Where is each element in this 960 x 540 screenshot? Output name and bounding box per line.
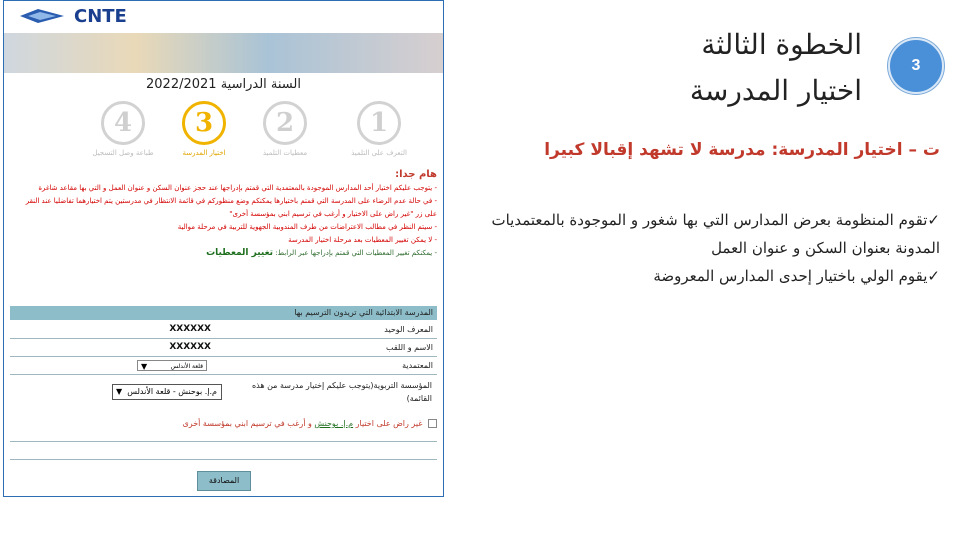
step-label: اختيار المدرسة xyxy=(182,149,226,157)
step-number: 3 xyxy=(182,101,226,145)
step-label: طباعة وصل التسجيل xyxy=(92,149,154,157)
checkbox-tail: و أرغب في ترسيم ابني بمؤسسة أخرى xyxy=(182,419,312,428)
subheading-prefix: ت – اختيار المدرسة: xyxy=(771,140,940,160)
school-year: السنة الدراسية 2022/2021 xyxy=(146,77,301,92)
id-value: XXXXXX xyxy=(169,324,211,334)
site-header xyxy=(4,1,443,33)
step-number: 4 xyxy=(101,101,145,145)
slide-title xyxy=(690,22,862,114)
notice-line: - يتوجب عليكم اختيار أحد المدارس الموجودة بالمعتمدية التي قمتم بإدراجها عند حجز عنوان السكن و عنوان العمل و التي بها مقاعد شاغرة xyxy=(38,184,437,192)
step-4 xyxy=(78,101,168,157)
step-number: 1 xyxy=(357,101,401,145)
bullet-item: ✓يقوم الولي باختيار إحدى المدارس المعروضة xyxy=(653,267,940,285)
change-text: - يمكنكم تغيير المعطيات التي قمتم بإدراجها عبر الرابط: xyxy=(275,249,437,257)
checkbox-text: غير راض على اختيار xyxy=(355,419,423,428)
name-value: XXXXXX xyxy=(169,342,211,352)
step-3-active xyxy=(159,101,249,157)
notice-title: هام جدا: xyxy=(395,169,437,180)
title-line-1: الخطوة الثالثة xyxy=(701,28,862,61)
step-label: التعرف على التلميذ xyxy=(351,149,407,157)
form-header: المدرسة الابتدائية التي تريدون الترسيم بها xyxy=(10,306,437,320)
not-satisfied-checkbox[interactable] xyxy=(428,419,437,428)
notice-line: - لا يمكن تغيير المعطيات بعد مرحلة اختيار المدرسة xyxy=(288,236,437,244)
name-row xyxy=(10,340,437,357)
slide-subheading xyxy=(544,140,940,160)
not-satisfied-row xyxy=(10,419,437,428)
bullet-item-continuation: المدونة بعنوان السكن و عنوان العمل xyxy=(711,239,940,257)
delegation-label: المعتمدية xyxy=(402,361,433,370)
header-banner-image xyxy=(4,33,443,73)
institution-select[interactable] xyxy=(112,384,222,400)
delegation-select[interactable] xyxy=(137,360,207,371)
bullet-list xyxy=(450,206,940,290)
important-notice xyxy=(10,169,437,260)
step-1 xyxy=(334,101,424,157)
progress-steps xyxy=(4,101,443,161)
delegation-row xyxy=(10,358,437,375)
step-label: معطيات التلميذ xyxy=(262,149,308,157)
bullet-item: ✓تقوم المنظومة بعرض المدارس التي بها شغور و الموجودة بالمعتمديات xyxy=(491,211,940,229)
school-link[interactable]: م.إ. بوحنش xyxy=(314,419,354,428)
confirm-button[interactable]: المصادقة xyxy=(197,471,251,491)
change-data-link[interactable]: تغيير المعطيات xyxy=(206,248,274,258)
step-number-badge: 3 xyxy=(888,38,944,94)
subheading-text: مدرسة لا تشهد إقبالا كبيرا xyxy=(544,140,766,160)
institution-value: م.إ. بوحنش - قلعة الأندلس xyxy=(127,387,217,396)
name-label: الاسم و اللقب xyxy=(386,343,433,352)
institution-label: المؤسسة التربوية(يتوجب عليكم إختيار مدرسة من هذه القائمة) xyxy=(251,381,432,403)
step-number: 2 xyxy=(263,101,307,145)
delegation-value: قلعة الأندلس xyxy=(170,363,203,370)
divider xyxy=(10,441,437,442)
chevron-down-icon: ▼ xyxy=(141,362,148,371)
id-label: المعرف الوحيد xyxy=(384,325,433,334)
notice-change-line xyxy=(10,247,437,260)
notice-line: - سيتم النظر في مطالب الاعتراضات من طرف المندوبية الجهوية للتربية في مرحلة موالية xyxy=(177,223,437,231)
title-line-2: اختيار المدرسة xyxy=(689,74,862,107)
chevron-down-icon: ▼ xyxy=(116,387,123,396)
id-row xyxy=(10,322,437,339)
logo-text: CNTE xyxy=(74,6,127,27)
divider xyxy=(10,459,437,460)
registration-screenshot xyxy=(3,0,444,497)
notice-line: - في حالة عدم الرضاء على المدرسة التي قمتم باختيارها يمكنكم وضع منظوركم في قائمة الانتظار في مدرستين يتم اختيارهما تفاضليا عند النقر xyxy=(25,197,437,205)
step-2 xyxy=(240,101,330,157)
cnte-logo-icon xyxy=(18,7,66,25)
notice-line: على زر "غير راض على الاختيار و أرغب في ترسيم ابني بمؤسسة أخرى" xyxy=(229,210,437,218)
